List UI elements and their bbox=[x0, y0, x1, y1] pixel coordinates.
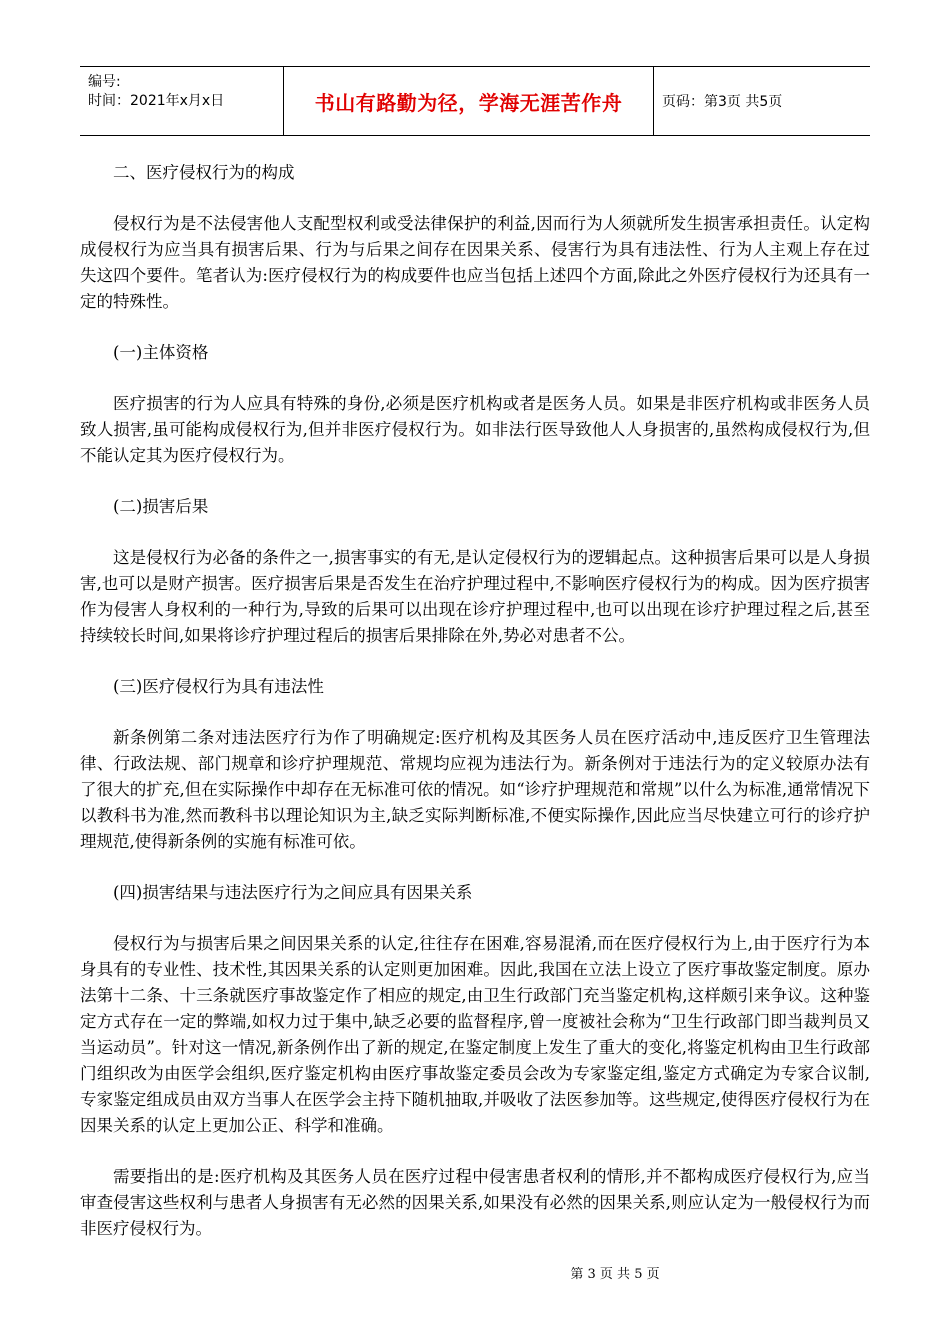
header-meta bbox=[80, 67, 284, 135]
paragraph: 医疗损害的行为人应具有特殊的身份,必须是医疗机构或者是医务人员。如果是非医疗机构或非医务人员致人损害,虽可能构成侵权行为,但并非医疗侵权行为。如非法行医导致他人人身损害的,虽然构成侵权行为,但不能认定其为医疗侵权行为。 bbox=[80, 394, 870, 465]
document-body bbox=[80, 160, 870, 1267]
paragraph: 这是侵权行为必备的条件之一,损害事实的有无,是认定侵权行为的逻辑起点。这种损害后果可以是人身损害,也可以是财产损害。医疗损害后果是否发生在治疗护理过程中,不影响医疗侵权行为的构成。因为医疗损害作为侵害人身权利的一种行为,导致的后果可以出现在诊疗护理过程中,也可以出现在诊疗护理过程之后,甚至持续较长时间,如果将诊疗护理过程后的损害后果排除在外,势必对患者不公。 bbox=[80, 548, 870, 645]
header-motto bbox=[284, 67, 654, 135]
subsection-heading: (三)医疗侵权行为具有违法性 bbox=[113, 677, 324, 696]
page-info-text: 页码：第3页 共5页 bbox=[662, 94, 783, 110]
paragraph: 侵权行为与损害后果之间因果关系的认定,往往存在困难,容易混淆,而在医疗侵权行为上,由于医疗行为本身具有的专业性、技术性,其因果关系的认定则更加困难。因此,我国在立法上设立了医疗事故鉴定制度。原办法第十二条、十三条就医疗事故鉴定作了相应的规定,由卫生行政部门充当鉴定机构,这样颇引来争议。这种鉴定方式存在一定的弊端,如权力过于集中,缺乏必要的监督程序,曾一度被社会称为“卫生行政部门即当裁判员又当运动员”。针对这一情况,新条例作出了新的规定,在鉴定制度上发生了重大的变化,将鉴定机构由卫生行政部门组织改为由医学会组织,医疗鉴定机构由医疗事故鉴定委员会改为专家鉴定组,鉴定方式确定为专家合议制,专家鉴定组成员由双方当事人在医学会主持下随机抽取,并吸收了法医参加等。这些规定,使得医疗侵权行为在因果关系的认定上更加公正、科学和准确。 bbox=[80, 934, 870, 1135]
footer-page-number: 第 3 页 共 5 页 bbox=[570, 1267, 660, 1282]
paragraph: 需要指出的是:医疗机构及其医务人员在医疗过程中侵害患者权利的情形,并不都构成医疗侵权行为,应当审查侵害这些权利与患者人身损害有无必然的因果关系,如果没有必然的因果关系,则应认定为一般侵权行为而非医疗侵权行为。 bbox=[80, 1167, 870, 1238]
page-header bbox=[80, 66, 870, 136]
paragraph: 新条例第二条对违法医疗行为作了明确规定:医疗机构及其医务人员在医疗活动中,违反医疗卫生管理法律、行政法规、部门规章和诊疗护理规范、常规均应视为违法行为。新条例对于违法行为的定义较原办法有了很大的扩充,但在实际操作中却存在无标准可依的情况。如“诊疗护理规范和常规”以什么为标准,通常情况下以教科书为准,然而教科书以理论知识为主,缺乏实际判断标准,不便实际操作,因此应当尽快建立可行的诊疗护理规范,使得新条例的实施有标准可依。 bbox=[80, 728, 870, 851]
paragraph: 侵权行为是不法侵害他人支配型权利或受法律保护的利益,因而行为人须就所发生损害承担责任。认定构成侵权行为应当具有损害后果、行为与后果之间存在因果关系、侵害行为具有违法性、行为人主观上存在过失这四个要件。笔者认为:医疗侵权行为的构成要件也应当包括上述四个方面,除此之外医疗侵权行为还具有一定的特殊性。 bbox=[80, 214, 870, 311]
subsection-heading: (四)损害结果与违法医疗行为之间应具有因果关系 bbox=[113, 883, 473, 902]
motto-text: 书山有路勤为径，学海无涯苦作舟 bbox=[314, 90, 623, 115]
header-page-info bbox=[654, 67, 870, 135]
doc-date-label: 时间：2021年x月x日 bbox=[88, 93, 225, 109]
doc-number-label: 编号: bbox=[88, 74, 121, 90]
subsection-heading: (一)主体资格 bbox=[113, 343, 209, 362]
page-footer bbox=[0, 1263, 950, 1282]
section-heading: 二、医疗侵权行为的构成 bbox=[113, 163, 295, 182]
subsection-heading: (二)损害后果 bbox=[113, 497, 209, 516]
